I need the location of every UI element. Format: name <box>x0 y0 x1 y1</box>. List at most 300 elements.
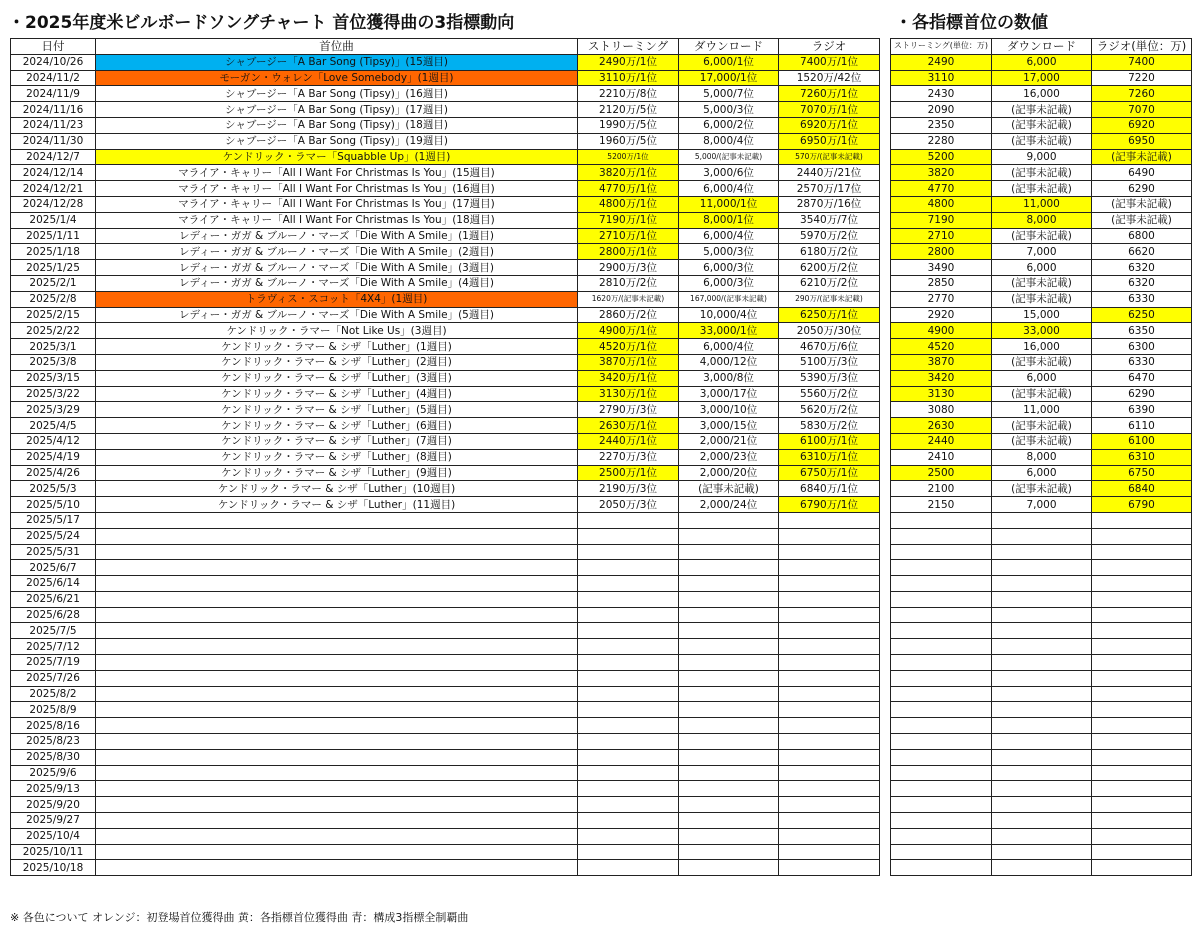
date-cell: 2025/4/5 <box>11 418 96 434</box>
download-cell <box>679 781 779 797</box>
song-cell: ケンドリック・ラマー & シザ「Luther」(5週目) <box>96 402 578 418</box>
download-cell <box>679 512 779 528</box>
table-row <box>11 449 880 465</box>
side-radio-cell <box>1092 607 1192 623</box>
radio-cell <box>779 670 880 686</box>
download-cell: 8,000/4位 <box>679 133 779 149</box>
download-cell <box>679 686 779 702</box>
main-title: ・2025年度米ビルボードソングチャート 首位獲得曲の3指標動向 <box>8 13 515 33</box>
table-row <box>891 260 1192 276</box>
side-streaming-cell: 4800 <box>891 196 992 212</box>
radio-cell <box>779 512 880 528</box>
table-row <box>11 734 880 750</box>
download-cell: 33,000/1位 <box>679 323 779 339</box>
table-row <box>11 102 880 118</box>
side-download-cell: (記事未記載) <box>992 102 1092 118</box>
radio-cell: 7400万/1位 <box>779 54 880 70</box>
streaming-cell: 3110万/1位 <box>578 70 679 86</box>
radio-cell: 6210万/2位 <box>779 275 880 291</box>
song-cell <box>96 734 578 750</box>
side-download-cell <box>992 702 1092 718</box>
side-radio-cell: 6110 <box>1092 418 1192 434</box>
streaming-cell <box>578 591 679 607</box>
download-cell <box>679 607 779 623</box>
download-cell: 5,000/(記事未記載) <box>679 149 779 165</box>
radio-cell: 5100万/3位 <box>779 354 880 370</box>
side-radio-cell: 6290 <box>1092 386 1192 402</box>
table-row <box>891 860 1192 876</box>
song-cell <box>96 576 578 592</box>
table-row <box>891 607 1192 623</box>
side-download-cell: (記事未記載) <box>992 481 1092 497</box>
date-cell: 2025/8/9 <box>11 702 96 718</box>
side-streaming-cell: 3870 <box>891 354 992 370</box>
date-cell: 2025/2/1 <box>11 275 96 291</box>
side-radio-cell: 6320 <box>1092 260 1192 276</box>
table-row <box>11 497 880 513</box>
song-cell <box>96 844 578 860</box>
radio-cell <box>779 702 880 718</box>
side-radio-cell <box>1092 813 1192 829</box>
table-row <box>891 734 1192 750</box>
side-radio-cell <box>1092 576 1192 592</box>
song-cell: ケンドリック・ラマー & シザ「Luther」(10週目) <box>96 481 578 497</box>
side-radio-cell <box>1092 560 1192 576</box>
side-radio-cell: 6250 <box>1092 307 1192 323</box>
streaming-cell: 2050万/3位 <box>578 497 679 513</box>
table-row <box>11 323 880 339</box>
table-row <box>11 749 880 765</box>
song-cell <box>96 686 578 702</box>
side-title: ・各指標首位の数値 <box>895 13 1048 33</box>
date-cell: 2025/8/30 <box>11 749 96 765</box>
song-cell <box>96 639 578 655</box>
side-streaming-cell <box>891 702 992 718</box>
side-streaming-cell: 2770 <box>891 291 992 307</box>
radio-cell <box>779 781 880 797</box>
table-row <box>11 181 880 197</box>
side-streaming-cell <box>891 797 992 813</box>
table-row <box>11 291 880 307</box>
date-cell: 2025/10/18 <box>11 860 96 876</box>
side-download-cell: 8,000 <box>992 449 1092 465</box>
date-cell: 2025/3/15 <box>11 370 96 386</box>
table-row <box>11 813 880 829</box>
streaming-cell: 2210万/8位 <box>578 86 679 102</box>
radio-cell: 5390万/3位 <box>779 370 880 386</box>
side-streaming-cell <box>891 639 992 655</box>
date-cell: 2025/6/21 <box>11 591 96 607</box>
side-download-cell: (記事未記載) <box>992 354 1092 370</box>
streaming-cell: 1620万/(記事未記載) <box>578 291 679 307</box>
date-cell: 2025/7/26 <box>11 670 96 686</box>
streaming-cell <box>578 686 679 702</box>
side-radio-cell <box>1092 639 1192 655</box>
main-table <box>10 38 880 876</box>
download-cell <box>679 591 779 607</box>
table-row <box>11 512 880 528</box>
table-row <box>11 244 880 260</box>
date-cell: 2025/10/11 <box>11 844 96 860</box>
radio-cell <box>779 765 880 781</box>
date-cell: 2025/3/29 <box>11 402 96 418</box>
side-radio-cell: (記事未記載) <box>1092 149 1192 165</box>
side-radio-cell: 7400 <box>1092 54 1192 70</box>
side-header-row <box>891 39 1192 55</box>
side-streaming-cell: 3820 <box>891 165 992 181</box>
header-download: ダウンロード <box>679 39 779 55</box>
date-cell: 2025/9/27 <box>11 813 96 829</box>
streaming-cell: 4520万/1位 <box>578 339 679 355</box>
side-download-cell: (記事未記載) <box>992 228 1092 244</box>
side-streaming-cell <box>891 655 992 671</box>
date-cell: 2025/7/12 <box>11 639 96 655</box>
side-download-cell <box>992 655 1092 671</box>
streaming-cell: 4800万/1位 <box>578 196 679 212</box>
streaming-cell <box>578 813 679 829</box>
side-streaming-cell: 4520 <box>891 339 992 355</box>
radio-cell: 5620万/2位 <box>779 402 880 418</box>
side-radio-cell: 6470 <box>1092 370 1192 386</box>
side-download-cell: 6,000 <box>992 370 1092 386</box>
side-radio-cell <box>1092 623 1192 639</box>
table-row <box>891 244 1192 260</box>
side-radio-cell <box>1092 860 1192 876</box>
side-radio-cell: 6330 <box>1092 291 1192 307</box>
table-row <box>11 718 880 734</box>
radio-cell: 5830万/2位 <box>779 418 880 434</box>
side-radio-cell: 6800 <box>1092 228 1192 244</box>
streaming-cell <box>578 623 679 639</box>
song-cell: モーガン・ウォレン「Love Somebody」(1週目) <box>96 70 578 86</box>
table-row <box>891 102 1192 118</box>
date-cell: 2025/1/4 <box>11 212 96 228</box>
date-cell: 2025/9/13 <box>11 781 96 797</box>
table-row <box>11 481 880 497</box>
side-radio-cell <box>1092 528 1192 544</box>
date-cell: 2025/1/25 <box>11 260 96 276</box>
side-streaming-cell <box>891 686 992 702</box>
song-cell: シャブージー「A Bar Song (Tipsy)」(18週目) <box>96 117 578 133</box>
streaming-cell: 2790万/3位 <box>578 402 679 418</box>
side-download-cell <box>992 576 1092 592</box>
download-cell: 6,000/4位 <box>679 228 779 244</box>
table-row <box>891 86 1192 102</box>
date-cell: 2025/5/3 <box>11 481 96 497</box>
table-row <box>891 433 1192 449</box>
song-cell: ケンドリック・ラマー & シザ「Luther」(4週目) <box>96 386 578 402</box>
side-radio-cell: 6750 <box>1092 465 1192 481</box>
side-download-cell <box>992 765 1092 781</box>
streaming-cell: 2800万/1位 <box>578 244 679 260</box>
side-radio-cell <box>1092 844 1192 860</box>
side-streaming-cell: 2490 <box>891 54 992 70</box>
streaming-cell: 3420万/1位 <box>578 370 679 386</box>
song-cell <box>96 607 578 623</box>
date-cell: 2024/12/7 <box>11 149 96 165</box>
song-cell: ケンドリック・ラマー & シザ「Luther」(9週目) <box>96 465 578 481</box>
streaming-cell <box>578 639 679 655</box>
side-streaming-cell: 3130 <box>891 386 992 402</box>
streaming-cell: 1990万/5位 <box>578 117 679 133</box>
side-radio-cell: 6490 <box>1092 165 1192 181</box>
download-cell: 2,000/23位 <box>679 449 779 465</box>
side-streaming-cell <box>891 828 992 844</box>
side-download-cell: (記事未記載) <box>992 291 1092 307</box>
streaming-cell: 7190万/1位 <box>578 212 679 228</box>
side-radio-cell <box>1092 718 1192 734</box>
table-row <box>891 528 1192 544</box>
side-streaming-cell <box>891 749 992 765</box>
table-row <box>11 670 880 686</box>
download-cell: 6,000/4位 <box>679 339 779 355</box>
table-row <box>891 307 1192 323</box>
song-cell <box>96 765 578 781</box>
song-cell: マライア・キャリー「All I Want For Christmas Is You」(15週目) <box>96 165 578 181</box>
table-row <box>891 275 1192 291</box>
table-row <box>11 765 880 781</box>
song-cell: レディー・ガガ & ブルーノ・マーズ「Die With A Smile」(4週目) <box>96 275 578 291</box>
side-streaming-cell: 2440 <box>891 433 992 449</box>
table-row <box>11 402 880 418</box>
side-streaming-cell <box>891 576 992 592</box>
side-download-cell <box>992 828 1092 844</box>
table-row <box>891 497 1192 513</box>
side-download-cell <box>992 860 1092 876</box>
streaming-cell: 2490万/1位 <box>578 54 679 70</box>
song-cell: レディー・ガガ & ブルーノ・マーズ「Die With A Smile」(2週目) <box>96 244 578 260</box>
table-row <box>891 718 1192 734</box>
side-streaming-cell <box>891 670 992 686</box>
streaming-cell: 2190万/3位 <box>578 481 679 497</box>
table-row <box>891 813 1192 829</box>
radio-cell: 6250万/1位 <box>779 307 880 323</box>
radio-cell <box>779 844 880 860</box>
date-cell: 2025/8/23 <box>11 734 96 750</box>
table-row <box>11 623 880 639</box>
radio-cell: 3540万/7位 <box>779 212 880 228</box>
radio-cell: 6840万/1位 <box>779 481 880 497</box>
song-cell <box>96 813 578 829</box>
radio-cell <box>779 607 880 623</box>
side-download-cell: 7,000 <box>992 244 1092 260</box>
song-cell: シャブージー「A Bar Song (Tipsy)」(16週目) <box>96 86 578 102</box>
download-cell <box>679 544 779 560</box>
side-streaming-cell: 3420 <box>891 370 992 386</box>
side-radio-cell <box>1092 765 1192 781</box>
table-row <box>11 702 880 718</box>
song-cell <box>96 797 578 813</box>
side-download-cell: 33,000 <box>992 323 1092 339</box>
radio-cell <box>779 576 880 592</box>
download-cell: 6,000/3位 <box>679 260 779 276</box>
song-cell <box>96 655 578 671</box>
table-row <box>891 560 1192 576</box>
download-cell: 6,000/3位 <box>679 275 779 291</box>
date-cell: 2025/6/14 <box>11 576 96 592</box>
side-radio-cell: 6320 <box>1092 275 1192 291</box>
date-cell: 2025/3/22 <box>11 386 96 402</box>
streaming-cell <box>578 560 679 576</box>
table-row <box>11 844 880 860</box>
song-cell: ケンドリック・ラマー & シザ「Luther」(3週目) <box>96 370 578 386</box>
side-radio-cell: 7220 <box>1092 70 1192 86</box>
radio-cell: 7260万/1位 <box>779 86 880 102</box>
radio-cell <box>779 797 880 813</box>
song-cell <box>96 749 578 765</box>
side-streaming-cell: 4900 <box>891 323 992 339</box>
song-cell: ケンドリック・ラマー「Squabble Up」(1週目) <box>96 149 578 165</box>
side-streaming-cell <box>891 591 992 607</box>
radio-cell <box>779 639 880 655</box>
table-row <box>11 655 880 671</box>
date-cell: 2025/4/12 <box>11 433 96 449</box>
song-cell: ケンドリック・ラマー「Not Like Us」(3週目) <box>96 323 578 339</box>
side-streaming-cell: 2350 <box>891 117 992 133</box>
song-cell <box>96 670 578 686</box>
table-row <box>11 275 880 291</box>
side-streaming-cell: 2150 <box>891 497 992 513</box>
side-radio-cell <box>1092 512 1192 528</box>
side-radio-cell <box>1092 828 1192 844</box>
date-cell: 2025/8/16 <box>11 718 96 734</box>
header-song: 首位曲 <box>96 39 578 55</box>
table-row <box>891 844 1192 860</box>
side-table <box>890 38 1192 876</box>
table-row <box>11 465 880 481</box>
color-legend-footnote: ※ 各色について オレンジ：初登場首位獲得曲 黄：各指標首位獲得曲 青：構成3指標全制覇曲 <box>10 911 469 924</box>
streaming-cell: 1960万/5位 <box>578 133 679 149</box>
date-cell: 2024/11/9 <box>11 86 96 102</box>
side-radio-cell: 6790 <box>1092 497 1192 513</box>
table-row <box>891 576 1192 592</box>
side-streaming-cell <box>891 512 992 528</box>
radio-cell: 1520万/42位 <box>779 70 880 86</box>
table-row <box>891 54 1192 70</box>
side-download-cell <box>992 686 1092 702</box>
date-cell: 2025/4/26 <box>11 465 96 481</box>
download-cell <box>679 860 779 876</box>
streaming-cell <box>578 544 679 560</box>
side-download-cell <box>992 544 1092 560</box>
side-radio-cell: 7260 <box>1092 86 1192 102</box>
download-cell <box>679 734 779 750</box>
download-cell <box>679 623 779 639</box>
header-streaming: ストリーミング <box>578 39 679 55</box>
side-download-cell: (記事未記載) <box>992 133 1092 149</box>
radio-cell: 2050万/30位 <box>779 323 880 339</box>
download-cell: 10,000/4位 <box>679 307 779 323</box>
side-download-cell: 9,000 <box>992 149 1092 165</box>
side-download-cell <box>992 797 1092 813</box>
side-streaming-cell: 2710 <box>891 228 992 244</box>
radio-cell: 2440万/21位 <box>779 165 880 181</box>
streaming-cell: 5200万/1位 <box>578 149 679 165</box>
date-cell: 2025/6/7 <box>11 560 96 576</box>
song-cell: レディー・ガガ & ブルーノ・マーズ「Die With A Smile」(3週目) <box>96 260 578 276</box>
streaming-cell <box>578 797 679 813</box>
download-cell <box>679 828 779 844</box>
table-row <box>11 54 880 70</box>
download-cell <box>679 844 779 860</box>
table-row <box>891 149 1192 165</box>
table-row <box>891 323 1192 339</box>
table-row <box>891 354 1192 370</box>
date-cell: 2025/2/15 <box>11 307 96 323</box>
song-cell: トラヴィス・スコット「4X4」(1週目) <box>96 291 578 307</box>
date-cell: 2025/9/20 <box>11 797 96 813</box>
download-cell <box>679 797 779 813</box>
side-streaming-cell <box>891 781 992 797</box>
side-download-cell <box>992 639 1092 655</box>
table-row <box>891 781 1192 797</box>
download-cell <box>679 718 779 734</box>
side-radio-cell <box>1092 686 1192 702</box>
song-cell <box>96 828 578 844</box>
date-cell: 2025/4/19 <box>11 449 96 465</box>
table-row <box>11 560 880 576</box>
side-streaming-cell: 2430 <box>891 86 992 102</box>
side-download-cell: (記事未記載) <box>992 433 1092 449</box>
date-cell: 2025/8/2 <box>11 686 96 702</box>
song-cell <box>96 718 578 734</box>
side-streaming-cell: 3490 <box>891 260 992 276</box>
side-radio-cell <box>1092 781 1192 797</box>
streaming-cell: 3820万/1位 <box>578 165 679 181</box>
table-row <box>891 481 1192 497</box>
table-row <box>11 686 880 702</box>
side-streaming-cell <box>891 765 992 781</box>
radio-cell: 2570万/17位 <box>779 181 880 197</box>
download-cell <box>679 528 779 544</box>
radio-cell <box>779 655 880 671</box>
download-cell: 3,000/6位 <box>679 165 779 181</box>
side-download-cell: 15,000 <box>992 307 1092 323</box>
download-cell <box>679 702 779 718</box>
radio-cell <box>779 860 880 876</box>
side-download-cell <box>992 734 1092 750</box>
date-cell: 2025/7/19 <box>11 655 96 671</box>
streaming-cell: 4770万/1位 <box>578 181 679 197</box>
table-row <box>11 544 880 560</box>
table-row <box>11 576 880 592</box>
side-streaming-cell: 3110 <box>891 70 992 86</box>
download-cell: 167,000/(記事未記載) <box>679 291 779 307</box>
side-streaming-cell <box>891 844 992 860</box>
streaming-cell: 2120万/5位 <box>578 102 679 118</box>
side-radio-cell: (記事未記載) <box>1092 212 1192 228</box>
side-download-cell: 6,000 <box>992 54 1092 70</box>
table-row <box>11 639 880 655</box>
download-cell <box>679 560 779 576</box>
side-radio-cell: 6330 <box>1092 354 1192 370</box>
radio-cell <box>779 528 880 544</box>
side-download-cell: (記事未記載) <box>992 117 1092 133</box>
side-radio-cell: 7070 <box>1092 102 1192 118</box>
radio-cell <box>779 544 880 560</box>
side-streaming-cell <box>891 718 992 734</box>
download-cell <box>679 813 779 829</box>
radio-cell <box>779 749 880 765</box>
side-radio-cell: 6100 <box>1092 433 1192 449</box>
table-row <box>891 686 1192 702</box>
side-streaming-cell: 5200 <box>891 149 992 165</box>
streaming-cell <box>578 860 679 876</box>
download-cell: 2,000/24位 <box>679 497 779 513</box>
side-radio-cell: 6290 <box>1092 181 1192 197</box>
side-radio-cell: 6310 <box>1092 449 1192 465</box>
table-row <box>11 117 880 133</box>
